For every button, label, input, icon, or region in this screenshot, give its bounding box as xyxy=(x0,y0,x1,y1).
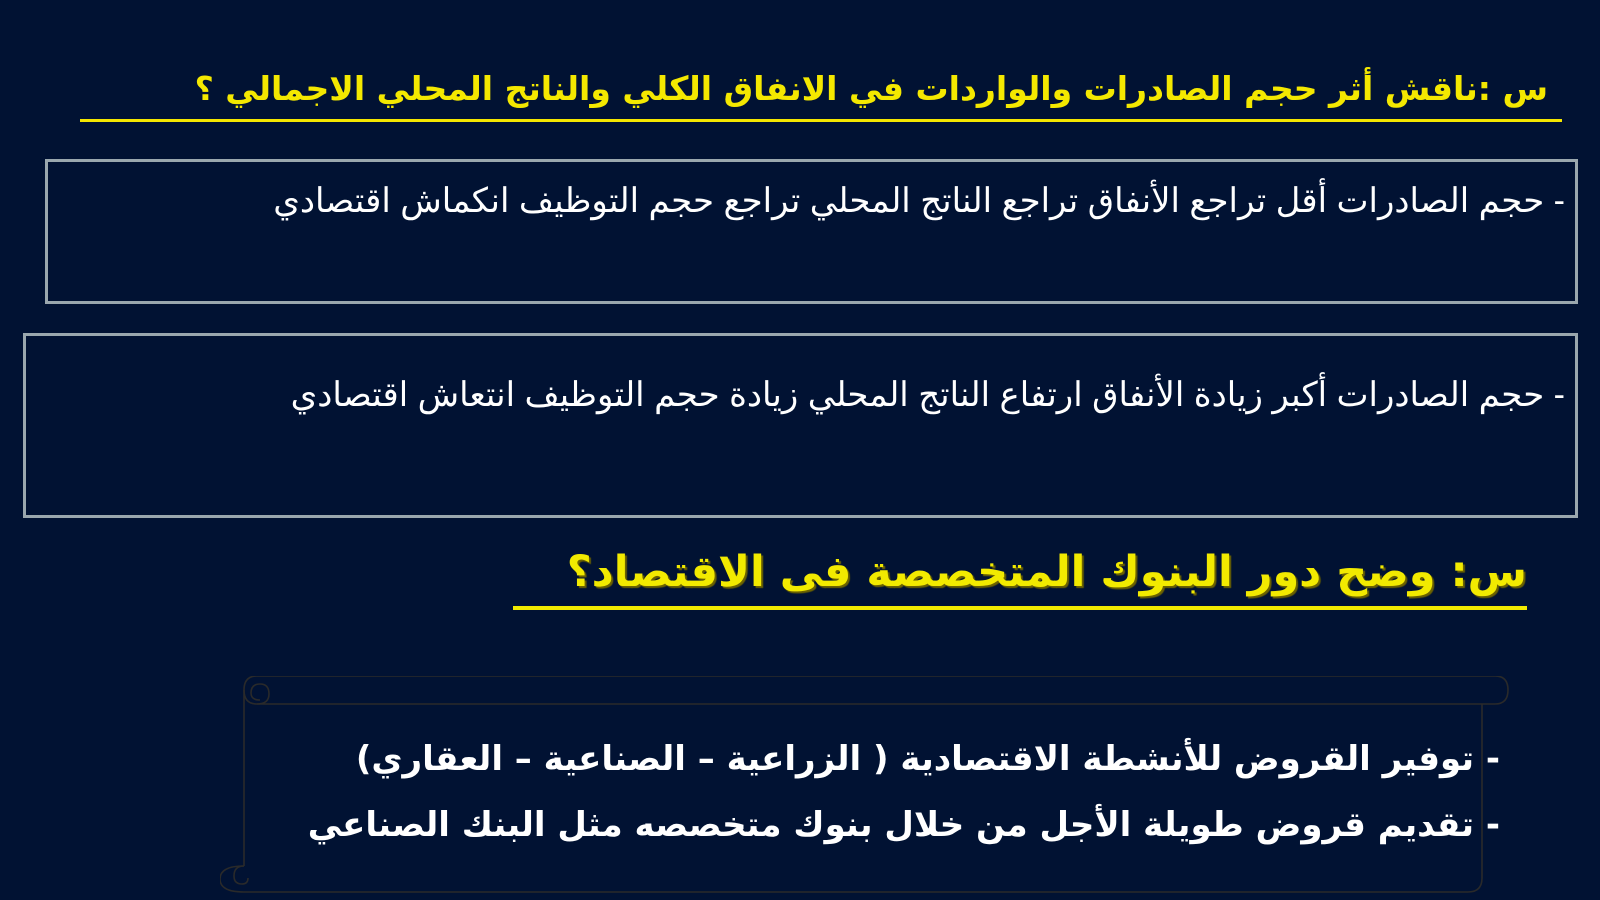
scroll-line-1: - توفير القروض للأنشطة الاقتصادية ( الزراعية – الصناعية – العقاري) xyxy=(355,739,1500,779)
answer-box-2-text: - حجم الصادرات أكبر زيادة الأنفاق ارتفاع الناتج المحلي زيادة حجم التوظيف انتعاش اقتصادي xyxy=(290,376,1565,414)
question-2-underline xyxy=(513,606,1527,610)
answer-box-1 xyxy=(45,159,1578,304)
question-2-heading xyxy=(513,538,1527,610)
answer-box-1-text: - حجم الصادرات أقل تراجع الأنفاق تراجع الناتج المحلي تراجع حجم التوظيف انكماش اقتصادي xyxy=(273,182,1565,220)
scroll-line-2: - تقديم قروض طويلة الأجل من خلال بنوك متخصصه مثل البنك الصناعي xyxy=(307,805,1500,845)
scroll-shape xyxy=(220,676,1540,900)
scroll-text xyxy=(260,726,1500,858)
question-2-text: س: وضح دور البنوك المتخصصة فى الاقتصاد؟ xyxy=(566,547,1527,597)
question-1-heading: س :ناقش أثر حجم الصادرات والواردات في الانفاق الكلي والناتج المحلي الاجمالي ؟ xyxy=(80,62,1562,122)
answer-box-2 xyxy=(23,333,1578,518)
